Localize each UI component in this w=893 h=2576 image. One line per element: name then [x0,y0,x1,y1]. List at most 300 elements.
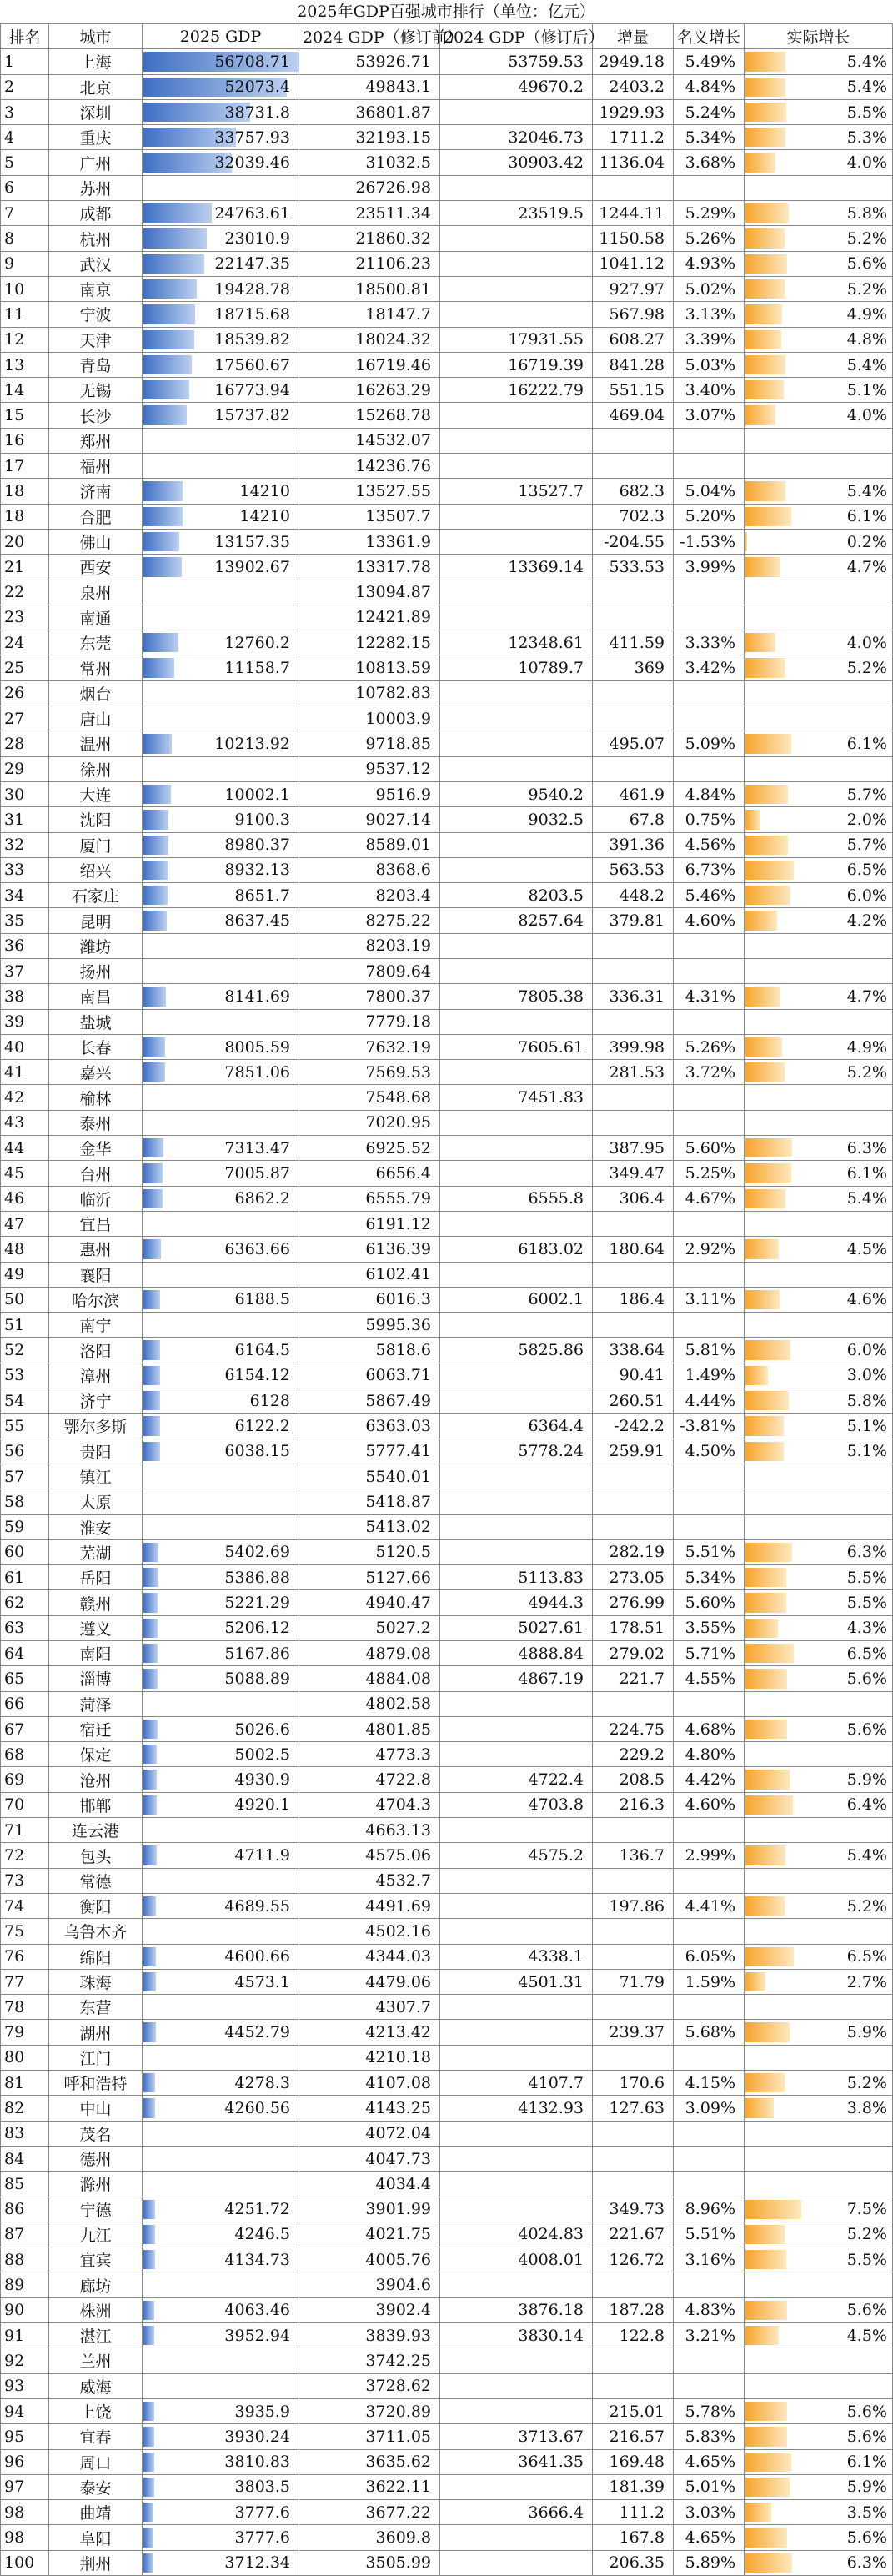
cell-increase-text: 90.41 [619,1366,665,1385]
cell-real-growth [745,2197,893,2222]
cell-gdp-2024-before [299,1161,440,1186]
table-row [1,580,893,605]
cell-rank [1,2096,49,2121]
cell-gdp-2025-text: 7851.06 [224,1062,290,1082]
cell-increase [593,1313,674,1338]
cell-real-growth [745,1439,893,1464]
cell-real-growth [745,2297,893,2322]
cell-gdp-2024-before-text: 4479.06 [365,1972,431,1991]
cell-nominal-growth-text: 4.31% [685,987,735,1006]
table-row [1,49,893,74]
table-row [1,1641,893,1666]
cell-gdp-2024-after-text: 6183.02 [518,1239,584,1258]
header-real-growth: 实际增长 [745,24,893,49]
cell-city [49,2096,143,2121]
gdp-table [0,23,893,2576]
cell-real-growth [745,352,893,377]
cell-gdp-2024-before [299,2121,440,2146]
gdp-2025-databar [143,2225,155,2244]
cell-gdp-2024-before [299,1615,440,1640]
cell-gdp-2024-before-text: 13527.55 [355,481,431,500]
cell-gdp-2024-after [440,2550,593,2575]
gdp-2025-databar [143,2200,155,2219]
table-body [1,49,893,2576]
cell-gdp-2024-after-text: 17931.55 [508,330,584,349]
cell-gdp-2024-after [440,1110,593,1135]
cell-gdp-2025 [143,1565,299,1590]
cell-real-growth-text: 5.4% [846,78,887,97]
gdp-2025-databar [143,785,171,804]
cell-nominal-growth-text: 4.65% [685,2453,735,2472]
cell-city [49,1439,143,1464]
cell-gdp-2025 [143,529,299,554]
cell-real-growth-text: 5.9% [846,2478,887,2497]
cell-rank-text: 30 [4,785,25,804]
cell-rank-text: 84 [4,2149,25,2168]
cell-rank-text: 74 [4,1896,25,1916]
cell-increase-text: 276.99 [609,1594,665,1613]
cell-real-growth [745,125,893,150]
cell-city [49,1514,143,1539]
cell-gdp-2025 [143,1085,299,1110]
cell-increase-text: 229.2 [619,1745,665,1764]
cell-increase [593,2398,674,2423]
cell-gdp-2024-before-text: 6191.12 [365,1214,431,1233]
cell-increase [593,2373,674,2398]
cell-nominal-growth [674,1818,745,1843]
cell-increase [593,655,674,680]
cell-gdp-2024-before [299,655,440,680]
cell-real-growth-text: 6.3% [846,1543,887,1562]
cell-gdp-2024-before [299,2449,440,2474]
table-row [1,1742,893,1767]
cell-gdp-2024-before-text: 3711.05 [365,2427,431,2446]
cell-rank [1,2020,49,2045]
table-row [1,1439,893,1464]
real-growth-databar [745,1543,792,1562]
cell-real-growth [745,1944,893,1969]
cell-city-text: 西安 [79,559,112,578]
cell-gdp-2024-before-text: 7020.95 [365,1113,431,1132]
cell-gdp-2024-before-text: 16719.46 [355,355,431,374]
cell-gdp-2025-text: 8637.45 [224,911,290,931]
cell-rank [1,958,49,983]
cell-rank-text: 58 [4,1492,25,1511]
real-growth-databar [745,2200,801,2219]
cell-rank [1,428,49,453]
real-growth-databar [745,330,781,349]
gdp-2025-databar [143,1745,157,1764]
cell-rank [1,1666,49,1691]
table-row [1,655,893,680]
cell-city-text: 漳州 [79,1367,112,1386]
cell-real-growth [745,655,893,680]
cell-increase-text: 349.73 [609,2200,665,2219]
cell-nominal-growth [674,454,745,479]
cell-gdp-2024-before [299,2222,440,2247]
cell-city-text: 遵义 [79,1619,112,1639]
cell-increase-text: 567.98 [609,304,665,324]
cell-rank [1,1792,49,1817]
cell-city-text: 中山 [79,2100,112,2119]
table-row [1,276,893,301]
cell-nominal-growth-text: 8.96% [685,2200,735,2219]
cell-city-text: 宜春 [79,2428,112,2448]
cell-city-text: 北京 [79,78,112,98]
cell-city-text: 鄂尔多斯 [63,1418,128,1437]
cell-real-growth [745,1034,893,1059]
cell-gdp-2024-before [299,251,440,276]
cell-city [49,479,143,504]
cell-real-growth [745,1489,893,1514]
cell-gdp-2024-after [440,2020,593,2045]
cell-rank [1,201,49,226]
table-row [1,454,893,479]
cell-real-growth-text: 5.4% [846,355,887,374]
cell-increase-text: 349.47 [609,1164,665,1183]
cell-nominal-growth [674,1792,745,1817]
cell-rank-text: 22 [4,583,25,602]
cell-nominal-growth-text: 5.51% [685,2225,735,2244]
cell-gdp-2025-text: 18539.82 [214,330,290,349]
cell-gdp-2025 [143,1464,299,1489]
real-growth-databar [745,2453,791,2472]
cell-gdp-2025-text: 4278.3 [234,2073,290,2092]
cell-gdp-2024-before [299,2500,440,2525]
cell-real-growth [745,605,893,630]
real-growth-databar [745,153,775,172]
cell-rank [1,1893,49,1918]
cell-city [49,2045,143,2070]
cell-increase-text: 206.35 [609,2553,665,2573]
cell-increase [593,276,674,301]
cell-gdp-2024-before-text: 3622.11 [365,2478,431,2497]
cell-rank-text: 88 [4,2250,25,2269]
cell-rank-text: 1 [4,52,15,71]
cell-gdp-2024-before-text: 6555.79 [365,1189,431,1208]
cell-real-growth-text: 4.6% [846,1290,887,1309]
cell-city-text: 茂名 [79,2125,112,2144]
cell-gdp-2024-after [440,1514,593,1539]
cell-rank [1,2323,49,2348]
cell-rank [1,655,49,680]
cell-increase [593,1287,674,1312]
cell-rank-text: 28 [4,734,25,753]
cell-nominal-growth-text: 4.80% [685,1745,735,1764]
cell-gdp-2024-before-text: 8275.22 [365,911,431,931]
cell-city-text: 临沂 [79,1190,112,1209]
cell-real-growth [745,1919,893,1944]
cell-gdp-2024-before-text: 8203.19 [365,936,431,956]
table-row [1,327,893,352]
cell-rank [1,327,49,352]
table-row [1,2525,893,2550]
cell-increase [593,1767,674,1792]
cell-city [49,2146,143,2171]
gdp-2025-databar [143,1189,163,1208]
table-row [1,731,893,756]
cell-nominal-growth-text: 5.01% [685,2478,735,2497]
gdp-2025-databar [143,2427,154,2446]
cell-gdp-2025 [143,1792,299,1817]
cell-nominal-growth [674,1237,745,1262]
cell-gdp-2025-text: 12760.2 [224,633,290,652]
cell-gdp-2024-after-text: 5113.83 [518,1568,584,1587]
cell-gdp-2025-text: 24763.61 [214,203,290,223]
cell-nominal-growth [674,49,745,74]
cell-real-growth [745,2045,893,2070]
cell-real-growth [745,327,893,352]
cell-nominal-growth [674,2297,745,2322]
cell-city [49,1136,143,1161]
cell-nominal-growth [674,1539,745,1564]
cell-nominal-growth-text: 5.83% [685,2427,735,2446]
cell-gdp-2024-before [299,883,440,908]
cell-real-growth [745,1868,893,1893]
cell-gdp-2025-text: 9100.3 [234,810,290,829]
cell-increase-text: 461.9 [619,785,665,804]
cell-rank-text: 92 [4,2351,25,2370]
real-growth-databar [745,78,785,97]
cell-nominal-growth [674,1034,745,1059]
cell-gdp-2024-before [299,2247,440,2272]
cell-real-growth [745,1237,893,1262]
cell-increase-text: 273.05 [609,1568,665,1587]
cell-increase [593,1363,674,1388]
cell-city [49,49,143,74]
cell-gdp-2024-after [440,2424,593,2449]
cell-rank-text: 55 [4,1416,25,1435]
cell-rank-text: 64 [4,1644,25,1663]
cell-rank-text: 24 [4,633,25,652]
cell-real-growth-text: 5.9% [846,1770,887,1790]
cell-gdp-2024-before-text: 6063.71 [365,1366,431,1385]
gdp-2025-databar [143,836,168,855]
gdp-2025-databar [143,633,178,652]
cell-city [49,706,143,731]
real-growth-databar [745,1391,789,1410]
gdp-2025-databar [143,532,179,551]
cell-city [49,302,143,327]
cell-city-text: 烟台 [79,685,112,704]
cell-nominal-growth [674,2222,745,2247]
table-row [1,125,893,150]
cell-increase [593,555,674,580]
cell-rank [1,1969,49,1994]
cell-increase [593,2222,674,2247]
cell-real-growth [745,580,893,605]
cell-gdp-2024-before [299,2348,440,2373]
cell-real-growth-text: 4.2% [846,911,887,931]
cell-gdp-2024-after [440,1969,593,1994]
real-growth-databar [745,2553,792,2573]
real-growth-databar [745,1340,790,1359]
cell-gdp-2025-text: 13157.35 [214,532,290,551]
cell-gdp-2024-before [299,731,440,756]
cell-city-text: 曲靖 [79,2504,112,2523]
cell-city-text: 菏泽 [79,1695,112,1715]
cell-increase [593,74,674,99]
cell-city-text: 滁州 [79,2176,112,2195]
table-row [1,1009,893,1034]
cell-real-growth [745,150,893,175]
cell-city-text: 衡阳 [79,1898,112,1917]
cell-real-growth [745,2146,893,2171]
cell-rank [1,403,49,428]
cell-rank-text: 18 [4,507,25,526]
cell-increase [593,1034,674,1059]
cell-increase-text: 608.27 [609,330,665,349]
cell-city [49,1818,143,1843]
cell-rank [1,2222,49,2247]
cell-gdp-2024-after [440,1388,593,1414]
cell-rank [1,1641,49,1666]
cell-nominal-growth [674,1211,745,1236]
cell-increase-text: 281.53 [609,1062,665,1082]
cell-gdp-2024-after [440,403,593,428]
cell-increase [593,933,674,958]
cell-rank-text: 89 [4,2276,25,2295]
cell-rank [1,1211,49,1236]
cell-increase [593,680,674,706]
cell-rank [1,605,49,630]
table-row [1,2272,893,2297]
cell-nominal-growth [674,781,745,806]
cell-nominal-growth-text: 5.78% [685,2402,735,2421]
cell-real-growth [745,1136,893,1161]
cell-rank [1,2525,49,2550]
cell-real-growth [745,2272,893,2297]
cell-rank-text: 71 [4,1820,25,1840]
cell-gdp-2024-after-text: 4944.3 [528,1594,584,1613]
cell-gdp-2025-text: 6038.15 [224,1442,290,1461]
table-row [1,1666,893,1691]
real-growth-databar [745,2427,787,2446]
cell-increase-text: 927.97 [609,279,665,299]
gdp-2025-databar [143,1163,163,1183]
cell-city [49,1615,143,1640]
cell-city-text: 青岛 [79,357,112,375]
cell-city [49,1186,143,1211]
cell-nominal-growth [674,1666,745,1691]
cell-gdp-2024-before-text: 16263.29 [355,380,431,399]
cell-nominal-growth-text: 3.13% [685,304,735,324]
table-row [1,1363,893,1388]
table-row [1,1186,893,1211]
cell-nominal-growth-text: 4.15% [685,2073,735,2092]
cell-increase [593,2500,674,2525]
table-row [1,756,893,781]
cell-city [49,630,143,655]
cell-increase-text: 181.39 [609,2478,665,2497]
gdp-2025-databar [143,228,207,248]
cell-nominal-growth-text: 3.07% [685,406,735,425]
cell-nominal-growth [674,1969,745,1994]
cell-rank-text: 97 [4,2478,25,2497]
cell-rank [1,933,49,958]
cell-rank-text: 73 [4,1871,25,1891]
real-growth-databar [745,2528,787,2547]
cell-gdp-2025 [143,1514,299,1539]
gdp-2025-databar [143,557,182,576]
table-row [1,201,893,226]
cell-city [49,984,143,1009]
cell-nominal-growth [674,1009,745,1034]
cell-increase [593,479,674,504]
gdp-2025-databar [143,886,168,905]
cell-gdp-2025 [143,1995,299,2020]
gdp-2025-databar [143,2402,154,2421]
cell-gdp-2024-before-text: 5777.41 [365,1442,431,1461]
cell-gdp-2025 [143,706,299,731]
cell-rank [1,352,49,377]
cell-increase [593,630,674,655]
table-row [1,529,893,554]
cell-increase-text: -204.55 [604,532,665,551]
gdp-2025-databar [143,1138,163,1157]
cell-gdp-2025 [143,175,299,200]
cell-gdp-2024-after [440,2323,593,2348]
cell-city [49,1691,143,1716]
cell-increase [593,1489,674,1514]
cell-gdp-2025-text: 8005.59 [224,1037,290,1057]
cell-real-growth [745,2172,893,2197]
cell-gdp-2024-before [299,1792,440,1817]
cell-gdp-2024-before [299,1944,440,1969]
cell-gdp-2024-before-text: 4663.13 [365,1820,431,1840]
cell-gdp-2025-text: 3777.6 [234,2503,290,2522]
cell-gdp-2025-text: 11158.7 [224,659,290,678]
cell-city-text: 广州 [79,154,112,173]
cell-gdp-2024-after-text: 4338.1 [528,1947,584,1966]
cell-real-growth [745,1313,893,1338]
cell-rank [1,1691,49,1716]
cell-gdp-2024-after-text: 4008.01 [518,2250,584,2269]
cell-gdp-2025-text: 16773.94 [214,380,290,399]
cell-nominal-growth [674,908,745,933]
cell-gdp-2024-after [440,2449,593,2474]
cell-nominal-growth [674,302,745,327]
table-row [1,1464,893,1489]
cell-real-growth-text: 3.0% [846,1366,887,1385]
cell-rank [1,883,49,908]
cell-gdp-2024-before [299,2146,440,2171]
cell-real-growth [745,857,893,882]
cell-gdp-2024-after-text: 7451.83 [518,1088,584,1107]
gdp-2025-databar [143,1619,158,1638]
cell-gdp-2025-text: 6164.5 [234,1341,290,1360]
cell-real-growth-text: 2.0% [846,810,887,829]
cell-rank [1,454,49,479]
cell-city-text: 无锡 [79,382,112,401]
real-growth-databar [745,1416,784,1435]
cell-nominal-growth [674,125,745,150]
cell-gdp-2024-before [299,984,440,1009]
cell-rank [1,1136,49,1161]
cell-gdp-2025 [143,908,299,933]
cell-city [49,1287,143,1312]
cell-rank-text: 34 [4,886,25,905]
cell-gdp-2025-text: 23010.9 [224,229,290,249]
cell-gdp-2024-before [299,1338,440,1363]
cell-city-text: 湛江 [79,2327,112,2347]
cell-gdp-2025 [143,605,299,630]
table-row [1,226,893,251]
cell-gdp-2024-before [299,352,440,377]
cell-gdp-2024-after-text: 3641.35 [518,2453,584,2472]
cell-city-text: 成都 [79,205,112,224]
cell-city-text: 镇江 [79,1469,112,1488]
